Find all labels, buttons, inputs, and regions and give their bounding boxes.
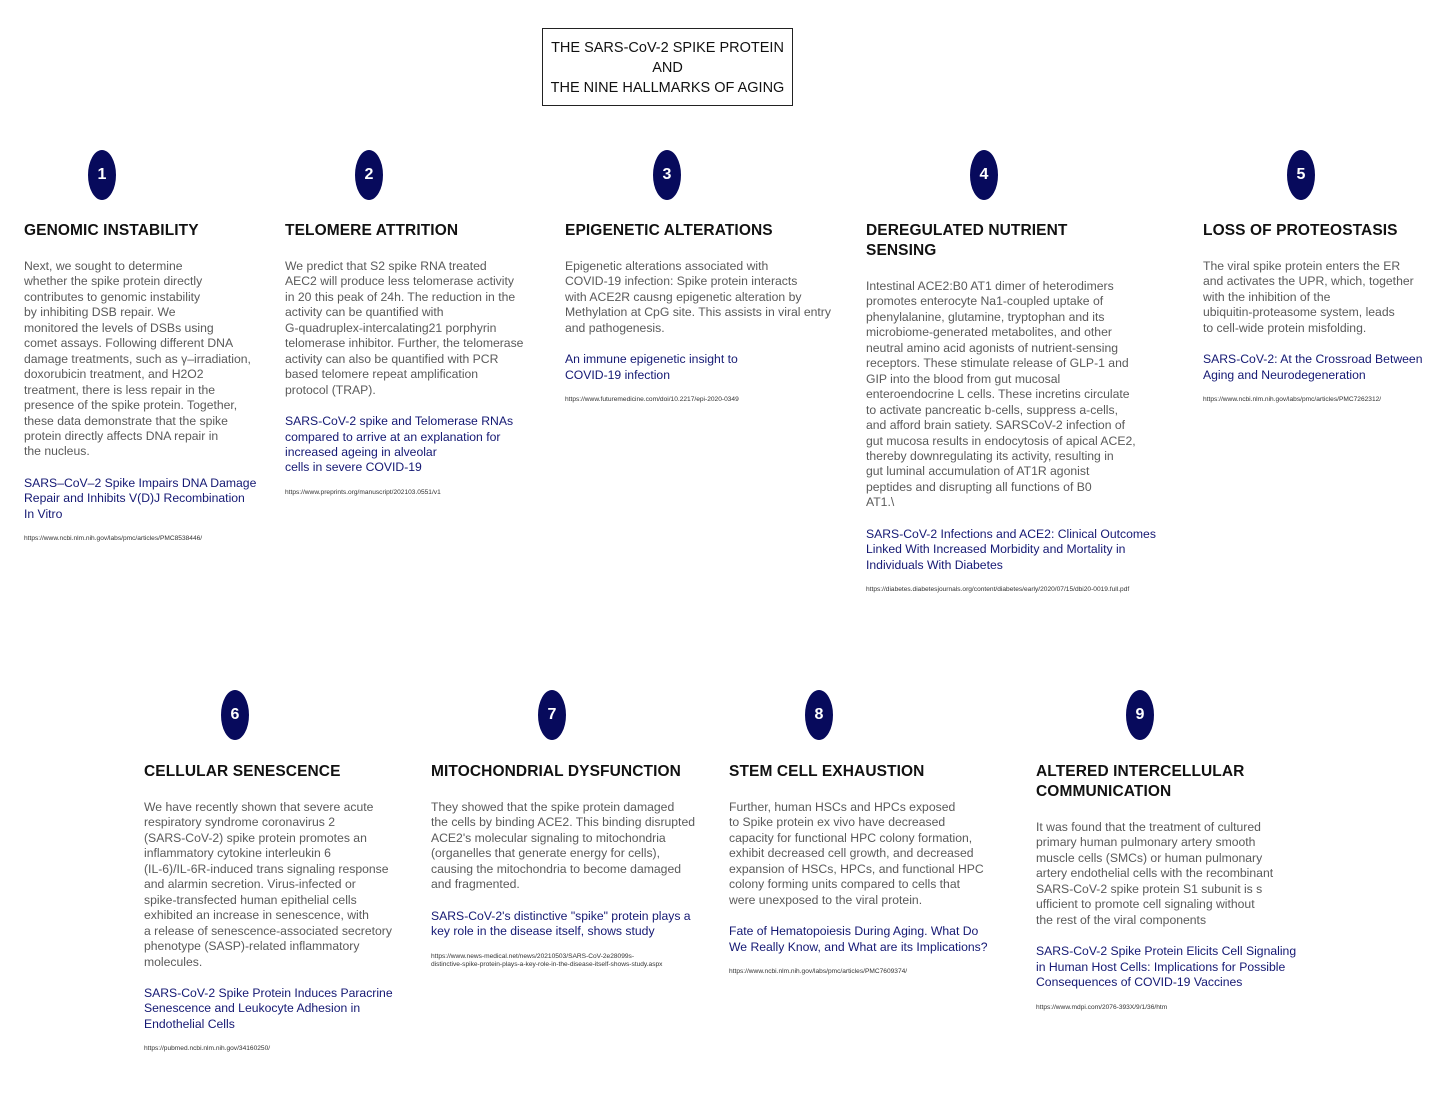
number-badge-6: 6 xyxy=(221,690,249,740)
hallmark-genomic-instability xyxy=(24,221,264,544)
number-badge-5: 5 xyxy=(1287,150,1315,200)
hallmark-description: They showed that the spike protein damaged the cells by binding ACE2. This binding disrupted ACE2's molecular signaling to mitochondria (organelles that generate energy for cells), causing the mitochondria to become damaged and fragmented. xyxy=(431,800,696,892)
source-url[interactable]: https://www.mdpi.com/2076-393X/9/1/36/htm xyxy=(1036,1003,1168,1011)
source-url[interactable]: https://www.news-medical.net/news/20210503/SARS-CoV-2e28099s- distinctive-spike-protein-plays-a-key-role-in-the-disease-itself-shows-study.aspx xyxy=(431,952,663,969)
source-url[interactable]: https://diabetes.diabetesjournals.org/content/diabetes/early/2020/07/15/dbi20-0019.full.pdf xyxy=(866,586,1130,594)
hallmark-altered-intercellular-communication xyxy=(1036,762,1326,1012)
number-badge-3: 3 xyxy=(653,150,681,200)
hallmark-description: Next, we sought to determine whether the spike protein directly contributes to genomic instability by inhibiting DSB repair. We monitored the levels of DSBs using comet assays. Following different DNA damage treatments, such as γ–irradiation, doxorubicin treatment, and H2O2 treatment, there is less repair in the presence of the spike protein. Together, these data demonstrate that the spike protein directly affects DNA repair in the nucleus. xyxy=(24,259,251,459)
hallmark-heading: LOSS OF PROTEOSTASIS xyxy=(1203,222,1398,239)
hallmark-heading: TELOMERE ATTRITION xyxy=(285,222,459,239)
title-line-2: AND xyxy=(652,60,683,76)
source-url[interactable]: https://pubmed.ncbi.nlm.nih.gov/34160250/ xyxy=(144,1045,271,1053)
number-badge-7: 7 xyxy=(538,690,566,740)
source-link[interactable]: Fate of Hematopoiesis During Aging. What Do We Really Know, and What are its Implications? xyxy=(729,924,988,954)
source-url[interactable]: https://www.preprints.org/manuscript/202103.0551/v1 xyxy=(285,488,441,496)
hallmark-heading: CELLULAR SENESCENCE xyxy=(144,763,341,780)
source-url[interactable]: https://www.ncbi.nlm.nih.gov/labs/pmc/articles/PMC8538446/ xyxy=(24,535,203,543)
hallmark-description: Further, human HSCs and HPCs exposed to Spike protein ex vivo have decreased capacity for functional HPC colony formation, exhibit decreased cell growth, and decreased expansion of HSCs, HPCs, and functional HPC colony forming units compared to cells that were unexposed to the viral protein. xyxy=(729,800,984,907)
hallmark-description: Epigenetic alterations associated with COVID-19 infection: Spike protein interacts with ACE2R causng epigenetic alteration by Methylation at CpG site. This assists in viral entry and pathogenesis. xyxy=(565,259,831,335)
hallmark-heading: MITOCHONDRIAL DYSFUNCTION xyxy=(431,763,681,780)
hallmark-loss-of-proteostasis xyxy=(1203,221,1443,405)
source-link[interactable]: An immune epigenetic insight to COVID-19 infection xyxy=(565,352,738,382)
hallmark-description: It was found that the treatment of cultured primary human pulmonary artery smooth muscle cells (SMCs) or human pulmonary artery endothelial cells with the recombinant SARS-CoV-2 spike protein S1 subunit is s ufficient to promote cell signaling without the rest of the viral components xyxy=(1036,820,1274,927)
title-line-1: THE SARS-CoV-2 SPIKE PROTEIN xyxy=(551,40,784,56)
source-link[interactable]: SARS-CoV-2 spike and Telomerase RNAs compared to arrive at an explanation for increased ageing in alveolar cells in severe COVID-19 xyxy=(285,414,514,475)
number-badge-2: 2 xyxy=(355,150,383,200)
source-link[interactable]: SARS-CoV-2 Spike Protein Induces Paracrine Senescence and Leukocyte Adhesion in Endothelial Cells xyxy=(144,985,393,1031)
hallmark-heading: STEM CELL EXHAUSTION xyxy=(729,763,925,780)
hallmark-heading: EPIGENETIC ALTERATIONS xyxy=(565,222,773,239)
hallmark-epigenetic-alterations xyxy=(565,221,845,405)
number-badge-4: 4 xyxy=(970,150,998,200)
source-url[interactable]: https://www.ncbi.nlm.nih.gov/labs/pmc/articles/PMC7262312/ xyxy=(1203,396,1382,404)
source-link[interactable]: SARS-CoV-2: At the Crossroad Between Aging and Neurodegeneration xyxy=(1203,352,1423,382)
number-badge-9: 9 xyxy=(1126,690,1154,740)
hallmark-description: The viral spike protein enters the ER and activates the UPR, which, together with the inhibition of the ubiquitin-proteasome system, leads to cell-wide protein misfolding. xyxy=(1203,259,1414,335)
hallmark-deregulated-nutrient-sensing xyxy=(866,221,1176,595)
hallmark-heading: ALTERED INTERCELLULAR COMMUNICATION xyxy=(1036,763,1245,800)
hallmark-cellular-senescence xyxy=(144,762,414,1054)
source-link[interactable]: SARS–CoV–2 Spike Impairs DNA Damage Repair and Inhibits V(D)J Recombination In Vitro xyxy=(24,475,257,521)
source-url[interactable]: https://www.ncbi.nlm.nih.gov/labs/pmc/articles/PMC7609374/ xyxy=(729,968,908,976)
hallmark-description: Intestinal ACE2:B0 AT1 dimer of heterodimers promotes enterocyte Na1-coupled uptake of phenylalanine, glutamine, tryptophan and its microbiome-generated metabolites, and other neutral amino acid agonists of nutrient-sensing receptors. These stimulate release of GLP-1 and GIP into the blood from gut mucosal enteroendocrine L cells. These incretins circulate to activate pancreatic b-cells, suppress a-cells, and afford brain satiety. SARSCoV-2 infection of gut mucosa results in endocytosis of apical ACE2, thereby downregulating its activity, resulting in gut luminal accumulation of AT1R agonist peptides and disrupting all functions of B0 AT1.\ xyxy=(866,279,1136,510)
source-link[interactable]: SARS-CoV-2 Infections and ACE2: Clinical Outcomes Linked With Increased Morbidity and Mortality in Individuals With Diabetes xyxy=(866,526,1156,572)
hallmark-heading: DEREGULATED NUTRIENT SENSING xyxy=(866,222,1068,259)
number-badge-8: 8 xyxy=(805,690,833,740)
hallmark-description: We predict that S2 spike RNA treated AEC2 will produce less telomerase activity in 20 this peak of 24h. The reduction in the activity can be quantified with G-quadruplex-intercalating21 porphyrin telomerase inhibitor. Further, the telomerase activity can also be quantified with PCR based telomere repeat amplification protocol (TRAP). xyxy=(285,259,524,397)
hallmark-heading: GENOMIC INSTABILITY xyxy=(24,222,199,239)
number-badge-1: 1 xyxy=(88,150,116,200)
hallmark-telomere-attrition xyxy=(285,221,545,497)
hallmark-description: We have recently shown that severe acute respiratory syndrome coronavirus 2 (SARS-CoV-2) spike protein promotes an inflammatory cytokine interleukin 6 (IL-6)/IL-6R-induced trans signaling response and alarmin secretion. Virus-infected or spike-transfected human epithelial cells exhibited an increase in senescence, with a release of senescence-associated secretory phenotype (SASP)-related inflammatory molecules. xyxy=(144,800,392,969)
source-url[interactable]: https://www.futuremedicine.com/doi/10.2217/epi-2020-0349 xyxy=(565,396,739,404)
hallmark-mitochondrial-dysfunction xyxy=(431,762,716,970)
title-line-3: THE NINE HALLMARKS OF AGING xyxy=(550,80,785,96)
poster-title xyxy=(542,28,793,106)
source-link[interactable]: SARS-CoV-2 Spike Protein Elicits Cell Signaling in Human Host Cells: Implications for Possible Consequences of COVID-19 Vaccines xyxy=(1036,944,1297,990)
source-link[interactable]: SARS-CoV-2's distinctive "spike" protein plays a key role in the disease itself, shows study xyxy=(431,908,691,939)
hallmark-stem-cell-exhaustion xyxy=(729,762,1019,977)
